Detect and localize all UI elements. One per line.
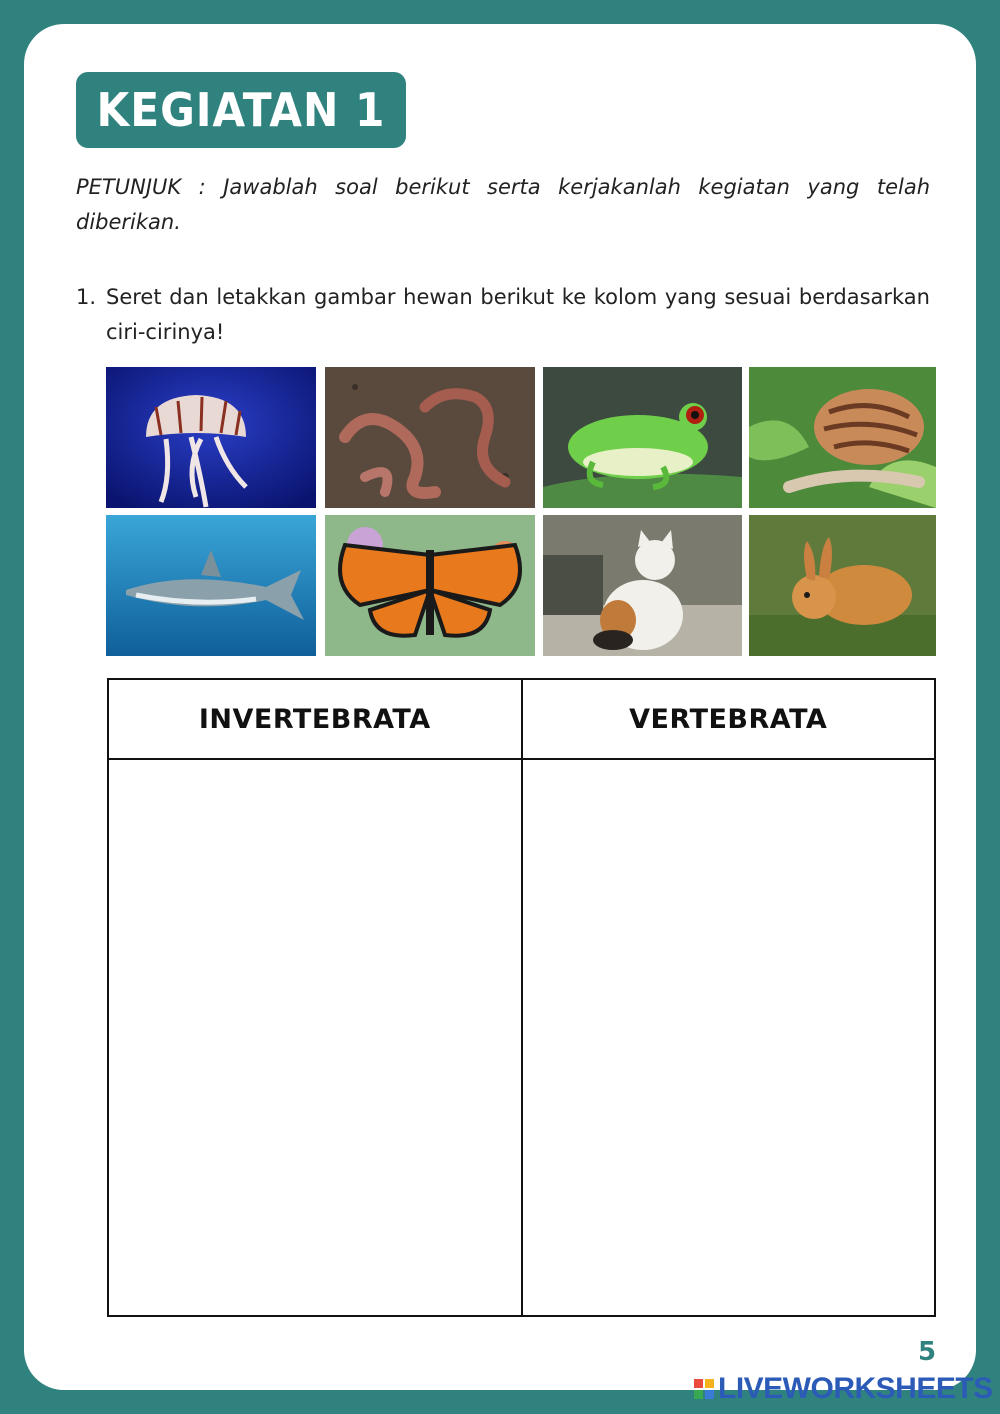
liveworksheets-blocks-icon [694,1379,714,1399]
draggable-image-jellyfish[interactable] [106,367,316,508]
dropzone-vertebrata[interactable] [522,759,936,1316]
page-number: 5 [918,1337,937,1367]
question-number: 1. [76,285,97,309]
brand-name: LIVEWORKSHEETS [718,1372,993,1405]
draggable-image-shark[interactable] [106,515,316,656]
classification-table [107,678,936,1317]
draggable-image-earthworm[interactable] [325,367,535,508]
draggable-image-cat[interactable] [543,515,742,656]
activity-title-badge [76,72,406,148]
column-header-invertebrata: INVERTEBRATA [108,679,522,759]
activity-title: KEGIATAN 1 [96,83,386,137]
liveworksheets-logo [694,1372,993,1406]
draggable-image-rabbit[interactable] [749,515,936,656]
question-text: Seret dan letakkan gambar hewan berikut ke kolom yang sesuai berdasarkan ciri-cirinya! [106,285,930,344]
column-header-vertebrata: VERTEBRATA [522,679,936,759]
draggable-image-frog[interactable] [543,367,742,508]
draggable-image-butterfly[interactable] [325,515,535,656]
dropzone-invertebrata[interactable] [108,759,522,1316]
instruction-text: PETUNJUK : Jawablah soal berikut serta kerjakanlah kegiatan yang telah diberikan. [76,175,930,234]
draggable-image-snail[interactable] [749,367,936,508]
question-1 [76,280,930,350]
